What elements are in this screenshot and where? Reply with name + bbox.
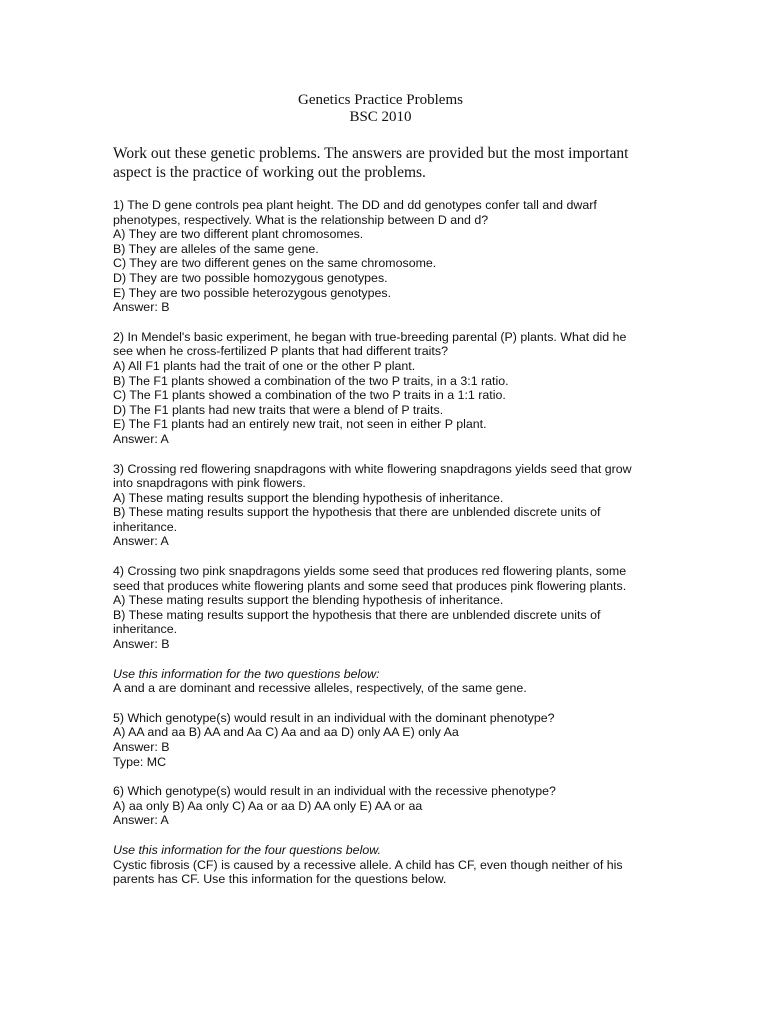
subtitle-line: BSC 2010 [349, 109, 412, 125]
question-1 [113, 198, 648, 315]
question-text: see when he cross-fertilized P plants that had different traits? [113, 344, 448, 359]
answer-option: B) These mating results support the hypothesis that there are unblended discrete units of [113, 607, 601, 622]
info-heading: Use this information for the two questions below: [113, 666, 380, 681]
answer-option: E) They are two possible heterozygous genotypes. [113, 285, 392, 300]
question-2 [113, 330, 648, 447]
answer-option: C) The F1 plants showed a combination of the two P traits in a 1:1 ratio. [113, 388, 506, 403]
info-block-1 [113, 667, 648, 696]
answer-option: A) These mating results support the blending hypothesis of inheritance. [113, 490, 504, 505]
answer-option: inheritance. [113, 519, 178, 534]
answer-option: E) The F1 plants had an entirely new trait, not seen in either P plant. [113, 417, 487, 432]
intro-line: Work out these genetic problems. The answers are provided but the most important [113, 145, 629, 162]
title-line: Genetics Practice Problems [298, 92, 463, 108]
question-text: 4) Crossing two pink snapdragons yields some seed that produces red flowering plants, some [113, 564, 627, 579]
answer-options: A) aa only B) Aa only C) Aa or aa D) AA only E) AA or aa [113, 798, 423, 813]
question-text: into snapdragons with pink flowers. [113, 476, 306, 491]
answer-option: B) They are alleles of the same gene. [113, 241, 319, 256]
document-title [113, 92, 648, 126]
answer-option: A) They are two different plant chromosomes. [113, 227, 364, 242]
answer-option: B) The F1 plants showed a combination of the two P traits, in a 3:1 ratio. [113, 373, 509, 388]
intro-line: aspect is the practice of working out the problems. [113, 164, 426, 181]
answer-key: Answer: B [113, 637, 170, 652]
question-4 [113, 564, 648, 652]
question-text: 5) Which genotype(s) would result in an individual with the dominant phenotype? [113, 710, 555, 725]
question-text: seed that produces white flowering plants and some seed that produces pink flowering plants. [113, 578, 627, 593]
info-text: A and a are dominant and recessive alleles, respectively, of the same gene. [113, 681, 527, 696]
question-3 [113, 462, 648, 550]
question-6 [113, 784, 648, 828]
question-text: 1) The D gene controls pea plant height. The DD and dd genotypes confer tall and dwarf [113, 198, 597, 212]
answer-option: D) They are two possible homozygous genotypes. [113, 270, 388, 285]
question-5 [113, 711, 648, 769]
question-type: Type: MC [113, 754, 167, 769]
answer-option: A) These mating results support the blending hypothesis of inheritance. [113, 593, 504, 608]
answer-key: Answer: A [113, 431, 169, 446]
answer-option: D) The F1 plants had new traits that were a blend of P traits. [113, 402, 444, 417]
answer-option: A) All F1 plants had the trait of one or the other P plant. [113, 358, 416, 373]
answer-key: Answer: A [113, 813, 169, 828]
info-text: parents has CF. Use this information for the questions below. [113, 872, 447, 887]
info-heading: Use this information for the four questions below. [113, 842, 381, 857]
question-text: phenotypes, respectively. What is the relationship between D and d? [113, 212, 489, 227]
intro-paragraph [113, 144, 648, 182]
answer-option: inheritance. [113, 622, 178, 637]
answer-options: A) AA and aa B) AA and Aa C) Aa and aa D) only AA E) only Aa [113, 725, 459, 740]
info-block-2 [113, 843, 648, 887]
info-text: Cystic fibrosis (CF) is caused by a recessive allele. A child has CF, even though neither of his [113, 857, 623, 872]
question-text: 2) In Mendel's basic experiment, he began with true-breeding parental (P) plants. What did he [113, 329, 627, 344]
question-text: 6) Which genotype(s) would result in an individual with the recessive phenotype? [113, 784, 556, 799]
answer-option: C) They are two different genes on the same chromosome. [113, 256, 437, 271]
answer-key: Answer: B [113, 740, 170, 754]
answer-key: Answer: A [113, 534, 169, 549]
answer-key: Answer: B [113, 300, 170, 315]
answer-option: B) These mating results support the hypothesis that there are unblended discrete units of [113, 505, 601, 520]
question-text: 3) Crossing red flowering snapdragons with white flowering snapdragons yields seed that grow [113, 461, 632, 476]
